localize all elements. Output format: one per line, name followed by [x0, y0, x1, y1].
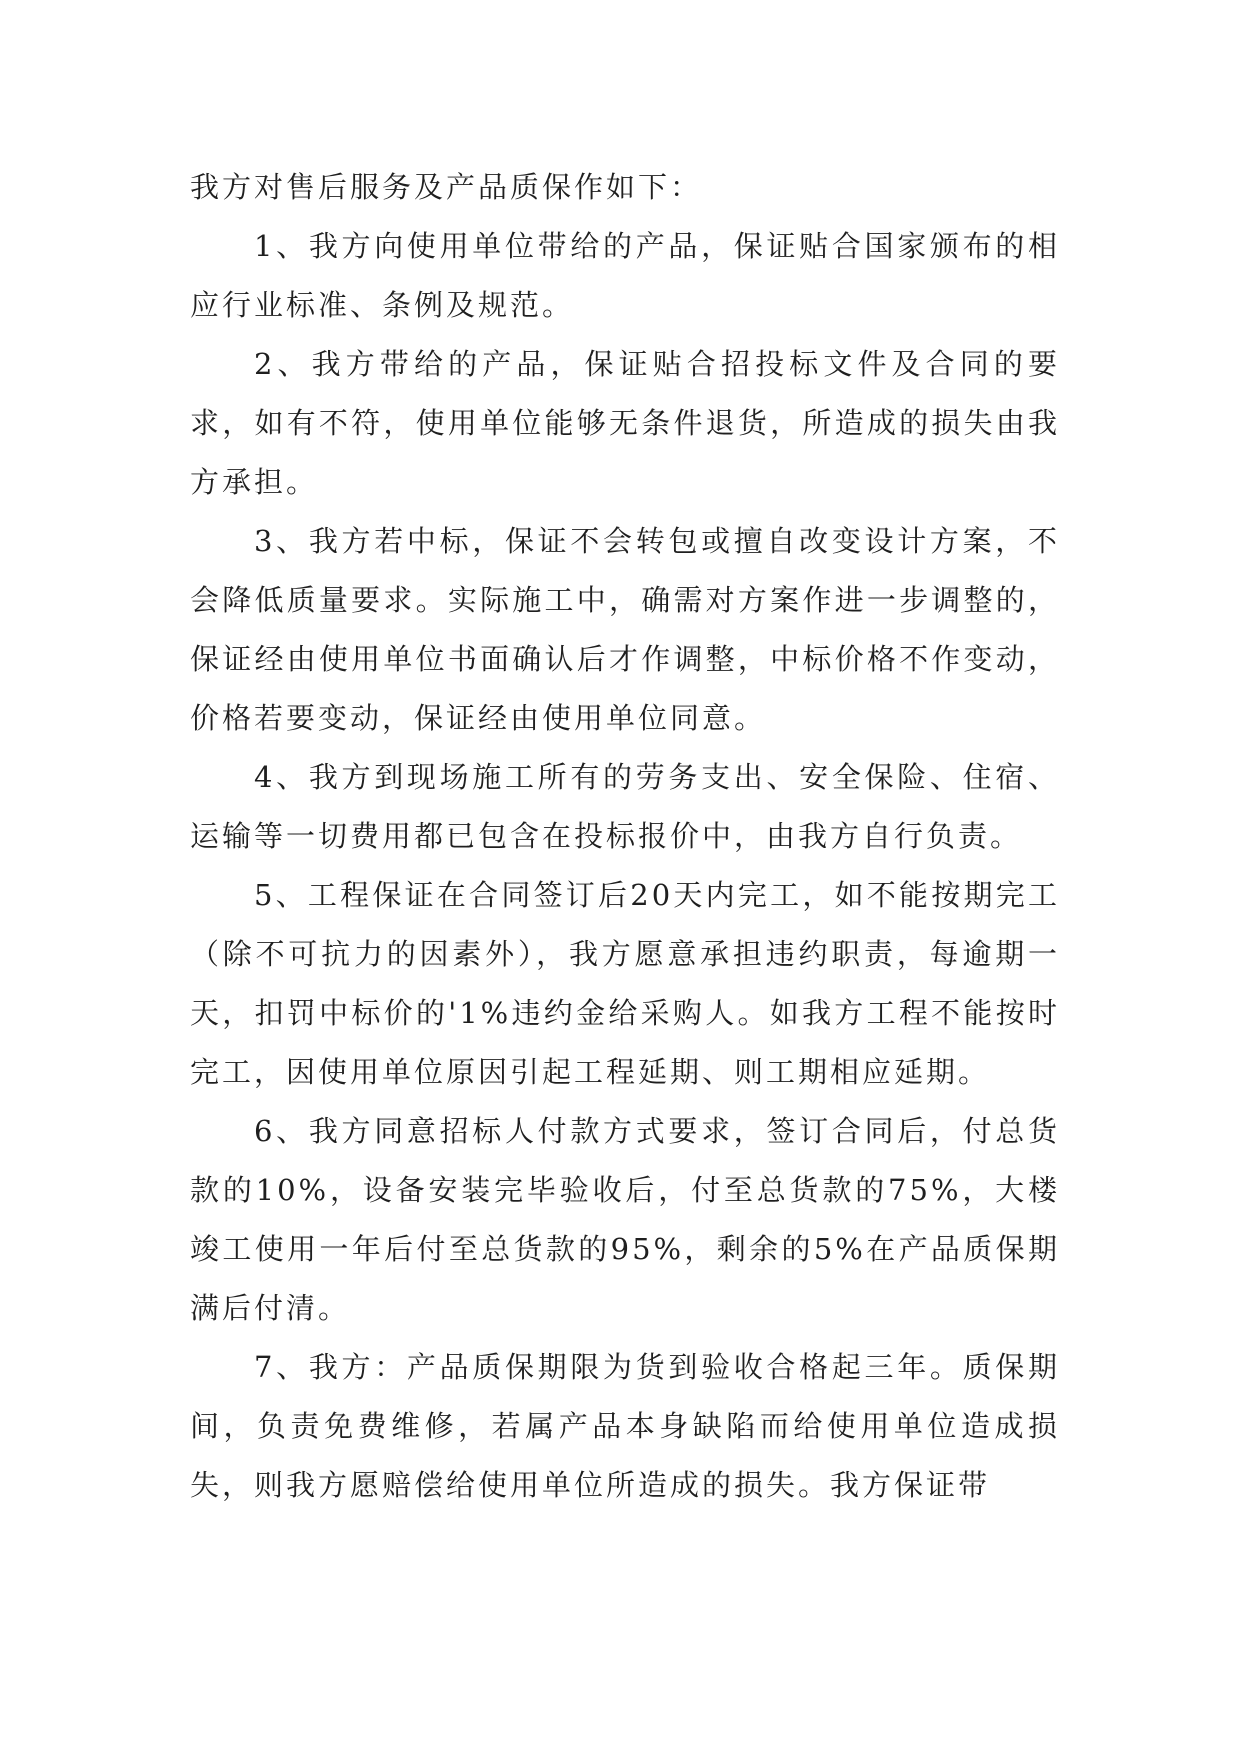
clause-4: 4、我方到现场施工所有的劳务支出、安全保险、住宿、运输等一切费用都已包含在投标报价中，由我方自行负责。	[190, 760, 1060, 853]
clause-2: 2、我方带给的产品，保证贴合招投标文件及合同的要求，如有不符，使用单位能够无条件退货，所造成的损失由我方承担。	[190, 347, 1060, 499]
intro-paragraph: 我方对售后服务及产品质保作如下：	[190, 170, 703, 204]
clause-3: 3、我方若中标，保证不会转包或擅自改变设计方案，不会降低质量要求。实际施工中，确需对方案作进一步调整的，保证经由使用单位书面确认后才作调整，中标价格不作变动，价格若要变动，保证经由使用单位同意。	[190, 524, 1060, 735]
clause-5: 5、工程保证在合同签订后20天内完工，如不能按期完工（除不可抗力的因素外），我方愿意承担违约职责，每逾期一天，扣罚中标价的'1%违约金给采购人。如我方工程不能按时完工，因使用单位原因引起工程延期、则工期相应延期。	[190, 878, 1060, 1089]
clause-6: 6、我方同意招标人付款方式要求，签订合同后，付总货款的10%，设备安装完毕验收后，付至总货款的75%，大楼竣工使用一年后付至总货款的95%，剩余的5%在产品质保期满后付清。	[190, 1114, 1060, 1325]
document-body	[190, 158, 1060, 1515]
clause-7: 7、我方：产品质保期限为货到验收合格起三年。质保期间，负责免费维修，若属产品本身缺陷而给使用单位造成损失，则我方愿赔偿给使用单位所造成的损失。我方保证带	[190, 1350, 1060, 1502]
clause-1: 1、我方向使用单位带给的产品，保证贴合国家颁布的相应行业标准、条例及规范。	[190, 229, 1060, 322]
